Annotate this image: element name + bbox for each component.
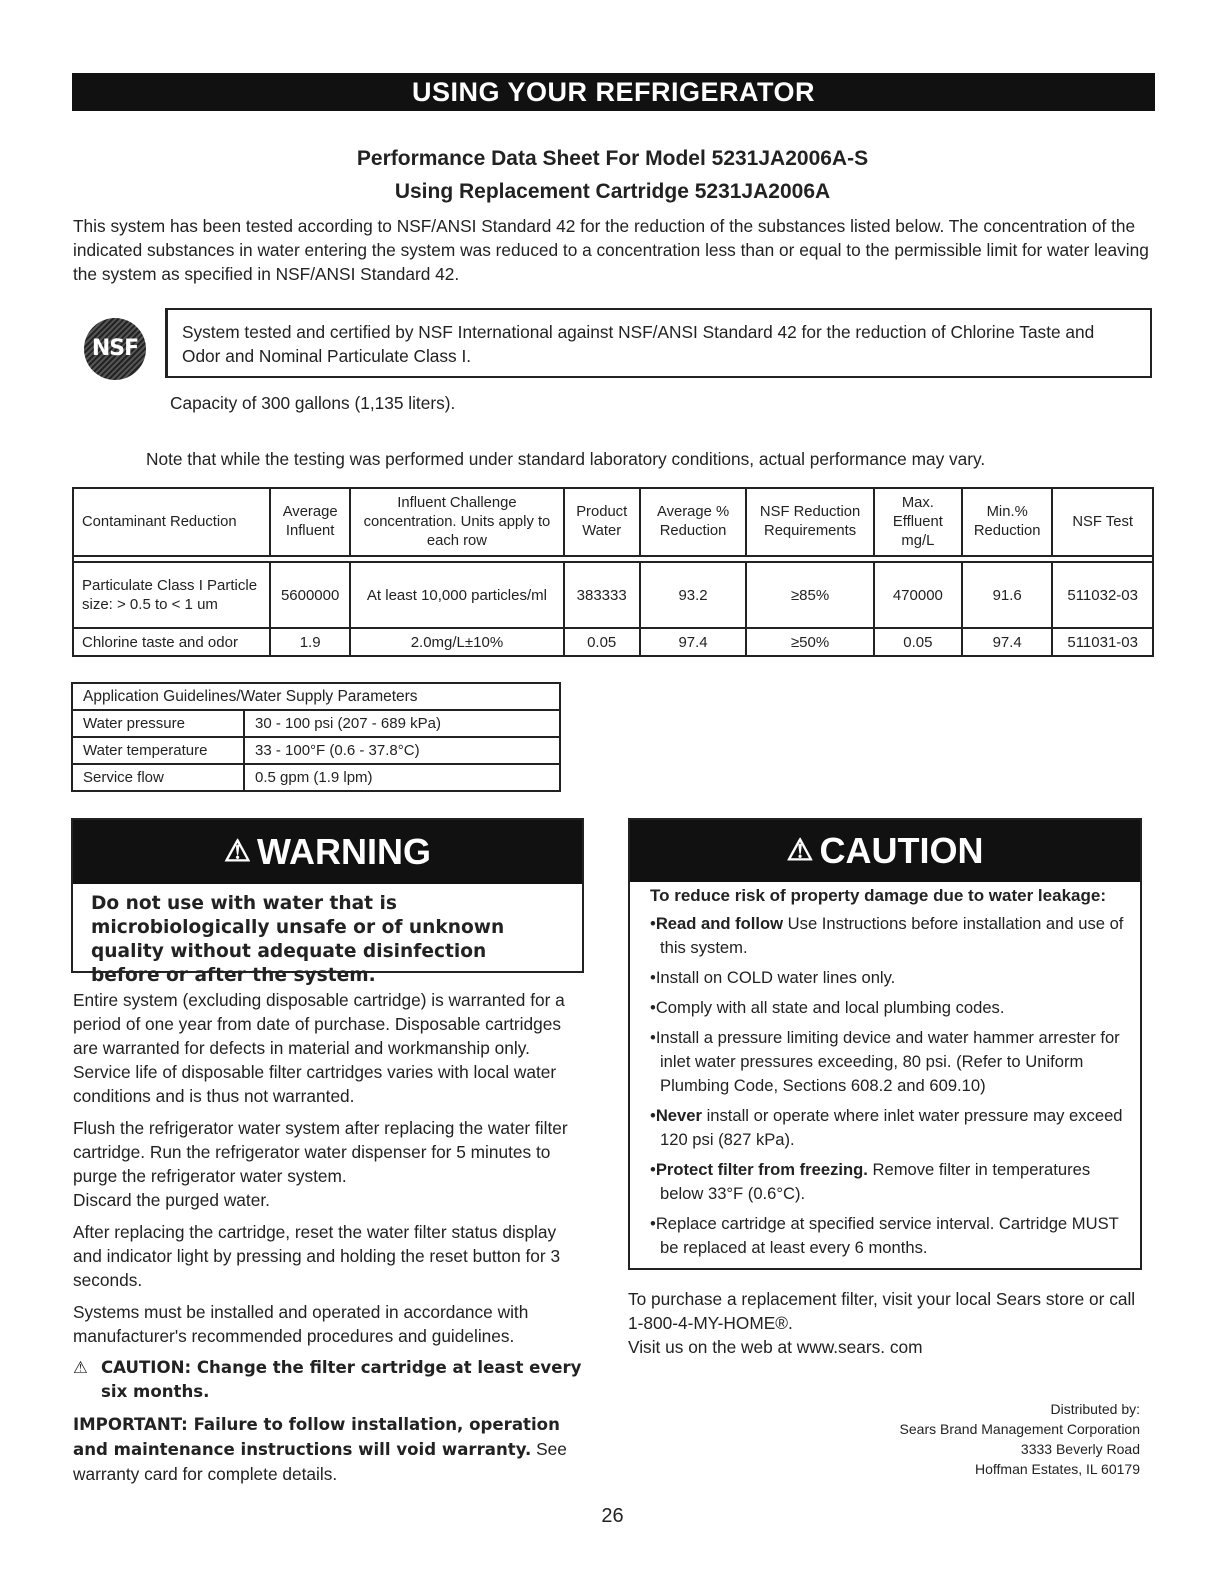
warning-triangle-icon: ⚠ [224, 835, 251, 868]
caution-lead: To reduce risk of property damage due to water leakage: [650, 886, 1106, 905]
caution-content [650, 884, 1138, 1266]
nsf-logo-icon: NSF [84, 318, 146, 380]
website-line: Visit us on the web at www.sears. com [628, 1337, 923, 1357]
warning-box [71, 818, 584, 986]
table-row [73, 562, 1153, 628]
table-cell: 30 - 100 psi (207 - 689 kPa) [244, 710, 560, 737]
list-item: •Protect filter from freezing. Remove filter in temperatures below 33°F (0.6°C). [650, 1160, 1091, 1203]
intro-paragraph: This system has been tested according to NSF/ANSI Standard 42 for the reduction of the substances listed below. The concentration of the indicated substances in water entering the system was reduced to a concentration less than or equal to the permissible limit for water leaving the system as specified in NSF/ANSI Standard 42. [73, 216, 1149, 284]
distributor-info [820, 1399, 1140, 1479]
application-guidelines-table [71, 682, 561, 792]
capacity-text: Capacity of 300 gallons (1,135 liters). [170, 393, 456, 413]
table-header: Max. Effluent mg/L [874, 488, 962, 556]
table-row [72, 737, 560, 764]
table-cell: 511031-03 [1052, 628, 1153, 656]
distributor-address: 3333 Beverly Road [1020, 1441, 1140, 1457]
table-cell: 2.0mg/L±10% [350, 628, 564, 656]
table-cell: 383333 [564, 562, 640, 628]
table-row [73, 628, 1153, 656]
list-item: •Install on COLD water lines only. [650, 968, 896, 987]
warning-banner [73, 820, 582, 884]
table-cell: 93.2 [640, 562, 747, 628]
table-header: Average Influent [270, 488, 350, 556]
table-title: Application Guidelines/Water Supply Parameters [72, 683, 560, 710]
discard-paragraph: Discard the purged water. [73, 1190, 270, 1210]
table-cell: Chlorine taste and odor [73, 628, 270, 656]
distributor-city: Hoffman Estates, IL 60179 [975, 1461, 1140, 1477]
distributor-label: Distributed by: [1050, 1401, 1140, 1417]
page-number: 26 [601, 1505, 624, 1527]
table-header: NSF Reduction Requirements [746, 488, 873, 556]
table-header: Average % Reduction [640, 488, 747, 556]
table-cell: At least 10,000 particles/ml [350, 562, 564, 628]
table-cell: ≥85% [746, 562, 873, 628]
table-header: Contaminant Reduction [73, 488, 270, 556]
table-row [72, 764, 560, 791]
table-cell: ≥50% [746, 628, 873, 656]
table-cell: Service flow [72, 764, 244, 791]
table-cell: 33 - 100°F (0.6 - 37.8°C) [244, 737, 560, 764]
table-cell: 0.5 gpm (1.9 lpm) [244, 764, 560, 791]
warning-title: WARNING [256, 831, 431, 872]
document-subtitle: Using Replacement Cartridge 5231JA2006A [394, 180, 831, 203]
table-cell: 511032-03 [1052, 562, 1153, 628]
table-cell: 5600000 [270, 562, 350, 628]
list-item: •Comply with all state and local plumbing codes. [650, 998, 1005, 1017]
purchase-line: To purchase a replacement filter, visit your local Sears store or call 1-800-4-MY-HOME®. [628, 1289, 1136, 1333]
reset-paragraph: After replacing the cartridge, reset the water filter status display and indicator light by pressing and holding the reset button for 3 seconds. [73, 1222, 561, 1290]
list-item: •Read and follow Use Instructions before installation and use of this system. [650, 914, 1124, 957]
caution-box [628, 818, 1142, 1270]
warning-text: Do not use with water that is microbiologically unsafe or of unknown quality without adequate disinfection before or after the system. [91, 893, 505, 986]
table-cell: 97.4 [962, 628, 1052, 656]
install-paragraph: Systems must be installed and operated in accordance with manufacturer's recommended procedures and guidelines. [73, 1302, 529, 1346]
distributor-name: Sears Brand Management Corporation [899, 1421, 1140, 1437]
caution-note: ⚠ CAUTION: Change the filter cartridge at least every six months. [73, 1358, 582, 1401]
performance-table [72, 487, 1154, 657]
table-cell: 97.4 [640, 628, 747, 656]
warranty-text-column [73, 988, 583, 1494]
warning-triangle-icon: ⚠ [73, 1358, 88, 1377]
table-cell: 0.05 [564, 628, 640, 656]
document-title: Performance Data Sheet For Model 5231JA2006A-S [356, 147, 869, 170]
important-note: IMPORTANT: Failure to follow installation, operation and maintenance instructions will void warranty. See warranty card for complete details. [73, 1415, 567, 1484]
warranty-paragraph: Entire system (excluding disposable cartridge) is warranted for a period of one year from date of purchase. Disposable cartridges are warranted for defects in material and workmanship only. Service life of disposable filter cartridges varies with local water conditions and is thus not warranted. [73, 990, 565, 1106]
table-row [72, 710, 560, 737]
table-cell: 470000 [874, 562, 962, 628]
table-cell: Water temperature [72, 737, 244, 764]
table-cell: Water pressure [72, 710, 244, 737]
section-header: USING YOUR REFRIGERATOR [72, 73, 1155, 111]
purchase-info [628, 1287, 1148, 1359]
list-item: •Never install or operate where inlet water pressure may exceed 120 psi (827 kPa). [650, 1106, 1123, 1149]
table-cell: Particulate Class I Particle size: > 0.5 to < 1 um [73, 562, 270, 628]
table-header-row [73, 488, 1153, 556]
table-header: Product Water [564, 488, 640, 556]
table-row [72, 683, 560, 710]
table-cell: 1.9 [270, 628, 350, 656]
table-header: NSF Test [1052, 488, 1153, 556]
list-item: •Replace cartridge at specified service interval. Cartridge MUST be replaced at least every 6 months. [650, 1214, 1119, 1257]
note-text: Note that while the testing was performed under standard laboratory conditions, actual performance may vary. [146, 449, 986, 469]
list-item: •Install a pressure limiting device and water hammer arrester for inlet water pressures exceeding, 80 psi. (Refer to Uniform Plumbing Code, Sections 608.2 and 609.10) [650, 1028, 1120, 1095]
table-header: Min.% Reduction [962, 488, 1052, 556]
warning-triangle-icon: ⚠ [786, 834, 814, 867]
table-cell: 0.05 [874, 628, 962, 656]
table-cell: 91.6 [962, 562, 1052, 628]
caution-title: CAUTION [819, 830, 984, 871]
caution-banner [630, 820, 1140, 882]
flush-paragraph: Flush the refrigerator water system after replacing the water filter cartridge. Run the refrigerator water dispenser for 5 minutes to purge the refrigerator water system. [73, 1118, 568, 1186]
nsf-certification-box: System tested and certified by NSF International against NSF/ANSI Standard 42 for the reduction of Chlorine Taste and Odor and Nominal Particulate Class I. [165, 308, 1152, 378]
table-header: Influent Challenge concentration. Units apply to each row [350, 488, 564, 556]
